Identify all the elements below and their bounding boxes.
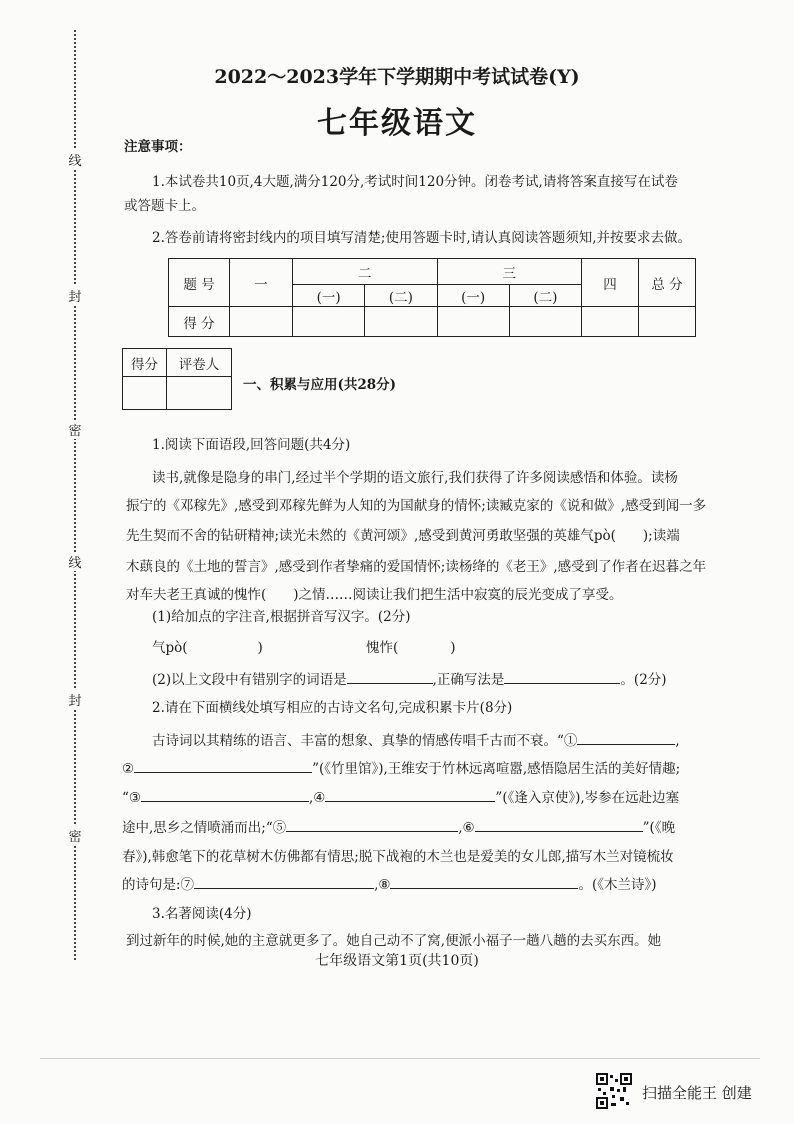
table-subheader-cell: (一)	[293, 285, 365, 307]
answer-blank[interactable]	[194, 874, 374, 889]
table-subheader-cell: (二)	[509, 285, 581, 307]
poem-line	[152, 729, 680, 749]
subquestion-text: (2)以上文段中有错别字的词语是	[152, 672, 347, 688]
poem-line	[122, 873, 657, 893]
grader-box	[122, 348, 232, 410]
seal-char: 线	[68, 552, 82, 571]
seal-char: 封	[68, 690, 82, 709]
pinyin-prompt	[366, 636, 456, 656]
table-header-cell: 二	[293, 259, 438, 285]
question-title: 3.名著阅读(4分)	[152, 906, 252, 922]
answer-blank[interactable]	[286, 817, 458, 832]
table-header-cell: 四	[582, 259, 639, 307]
score-cell[interactable]	[639, 307, 696, 337]
score-cell[interactable]	[365, 307, 437, 337]
seal-char: 封	[68, 286, 82, 305]
exam-subject: 七年级语文	[317, 106, 477, 141]
poem-line	[122, 786, 679, 806]
poem-text: ②	[122, 761, 135, 777]
answer-blank[interactable]	[347, 669, 433, 684]
passage-line: 到过新年的时候,她的主意就更多了。她自己动不了窝,便派小福子一趟八趟的去买东西。她	[126, 933, 662, 949]
table-header-cell: 三	[437, 259, 582, 285]
passage-line: 先生契而不舍的钻研精神;读光未然的《黄河颂》,感受到黄河勇敢坚强的英雄气pò( );读端	[126, 528, 680, 544]
poem-line	[122, 757, 680, 777]
word-label: 愧怍(	[366, 640, 399, 656]
poem-text: ,⑥	[458, 820, 475, 836]
page-footer: 七年级语文第1页(共10页)	[315, 953, 479, 969]
answer-blank[interactable]	[390, 874, 578, 889]
bracket-close: )	[257, 640, 263, 656]
passage-line: 对车夫老王真诚的愧怍( )之情……阅读让我们把生活中寂寞的辰光变成了享受。	[126, 587, 623, 603]
table-score-label: 得 分	[169, 307, 230, 337]
divider	[40, 1058, 760, 1059]
grader-score-label: 得分	[123, 349, 167, 377]
seal-char: 密	[68, 826, 82, 845]
table-header-cell: 一	[230, 259, 293, 307]
table-subheader-cell: (二)	[365, 285, 437, 307]
qr-code-icon	[596, 1073, 632, 1109]
seal-char: 密	[68, 420, 82, 439]
answer-blank[interactable]	[475, 817, 643, 832]
subquestion	[152, 668, 667, 688]
score-cell[interactable]	[230, 307, 293, 337]
poem-text: ”(《逢入京使》),岑参在远赴边塞	[495, 790, 680, 806]
notice-heading: 注意事项：	[124, 139, 192, 155]
subquestion-title: (1)给加点的字注音,根据拼音写汉字。(2分)	[152, 609, 411, 625]
table-subheader-cell: (一)	[437, 285, 509, 307]
answer-blank[interactable]	[504, 669, 620, 684]
passage-line: 木蕻良的《土地的誓言》,感受到作者挚痛的爱国情怀;读杨绛的《老王》,感受到了作者在迟暮之年	[126, 559, 707, 575]
poem-text: 途中,思乡之情喷涌而出;“⑤	[122, 820, 287, 836]
bracket-close: )	[450, 640, 456, 656]
poem-text: 古诗词以其精练的语言、丰富的想象、真挚的情感传唱千古而不衰。“①	[152, 733, 578, 749]
poem-text: ,⑧	[374, 877, 391, 893]
poem-text: “③	[122, 790, 142, 806]
grader-name-cell[interactable]	[166, 377, 231, 410]
subquestion-text: ,正确写法是	[432, 672, 505, 688]
section-title: 一、积累与应用(共28分)	[243, 377, 397, 393]
grader-score-cell[interactable]	[123, 377, 167, 410]
score-cell[interactable]	[437, 307, 509, 337]
passage-line: 振宁的《邓稼先》,感受到邓稼先鲜为人知的为国献身的情怀;读臧克家的《说和做》,感受到闻一多	[126, 498, 707, 514]
poem-text: 的诗句是:⑦	[122, 877, 195, 893]
pinyin-label: 气pò(	[152, 640, 188, 656]
pinyin-prompt	[152, 636, 263, 656]
seal-dotted-line	[74, 30, 76, 960]
question-title: 2.请在下面横线处填写相应的古诗文名句,完成积累卡片(8分)	[152, 700, 513, 716]
score-cell[interactable]	[509, 307, 581, 337]
poem-text: ,	[675, 733, 680, 749]
seal-char: 线	[68, 150, 82, 169]
table-header-cell: 总 分	[639, 259, 696, 307]
answer-blank[interactable]	[141, 787, 309, 802]
score-cell[interactable]	[293, 307, 365, 337]
poem-text: ,④	[309, 790, 326, 806]
scanner-watermark: 扫描全能王 创建	[642, 1084, 752, 1102]
notice-item: 2.答卷前请将密封线内的项目填写清楚;使用答题卡时,请认真阅读答题须知,并按要求去做。	[152, 230, 692, 246]
poem-line: 春》),韩愈笔下的花草树木仿佛都有情思;脱下战袍的木兰也是爱美的女儿郎,描写木兰对镜梳妆	[122, 849, 674, 865]
score-table	[168, 258, 696, 337]
notice-item: 或答题卡上。	[124, 198, 205, 214]
subquestion-text: 。(2分)	[620, 672, 667, 688]
notice-item: 1.本试卷共10页,4大题,满分120分,考试时间120分钟。闭卷考试,请将答案直接写在试卷	[152, 174, 678, 190]
question-title: 1.阅读下面语段,回答问题(共4分)	[152, 437, 351, 453]
poem-text: 。(《木兰诗》)	[578, 877, 657, 893]
answer-blank[interactable]	[577, 730, 675, 745]
grader-name-label: 评卷人	[166, 349, 231, 377]
score-cell[interactable]	[582, 307, 639, 337]
passage-line: 读书,就像是隐身的串门,经过半个学期的语文旅行,我们获得了许多阅读感悟和体验。读杨	[152, 470, 678, 486]
poem-text: ”(《竹里馆》),王维安于竹林远离喧嚣,感悟隐居生活的美好情趣;	[312, 761, 681, 777]
table-header-label: 题 号	[169, 259, 230, 307]
answer-blank[interactable]	[134, 758, 312, 773]
answer-blank[interactable]	[325, 787, 495, 802]
poem-line	[122, 816, 675, 836]
poem-text: ”(《晚	[642, 820, 676, 836]
exam-title: 2022～2023学年下学期期中考试试卷(Y)	[214, 66, 580, 88]
